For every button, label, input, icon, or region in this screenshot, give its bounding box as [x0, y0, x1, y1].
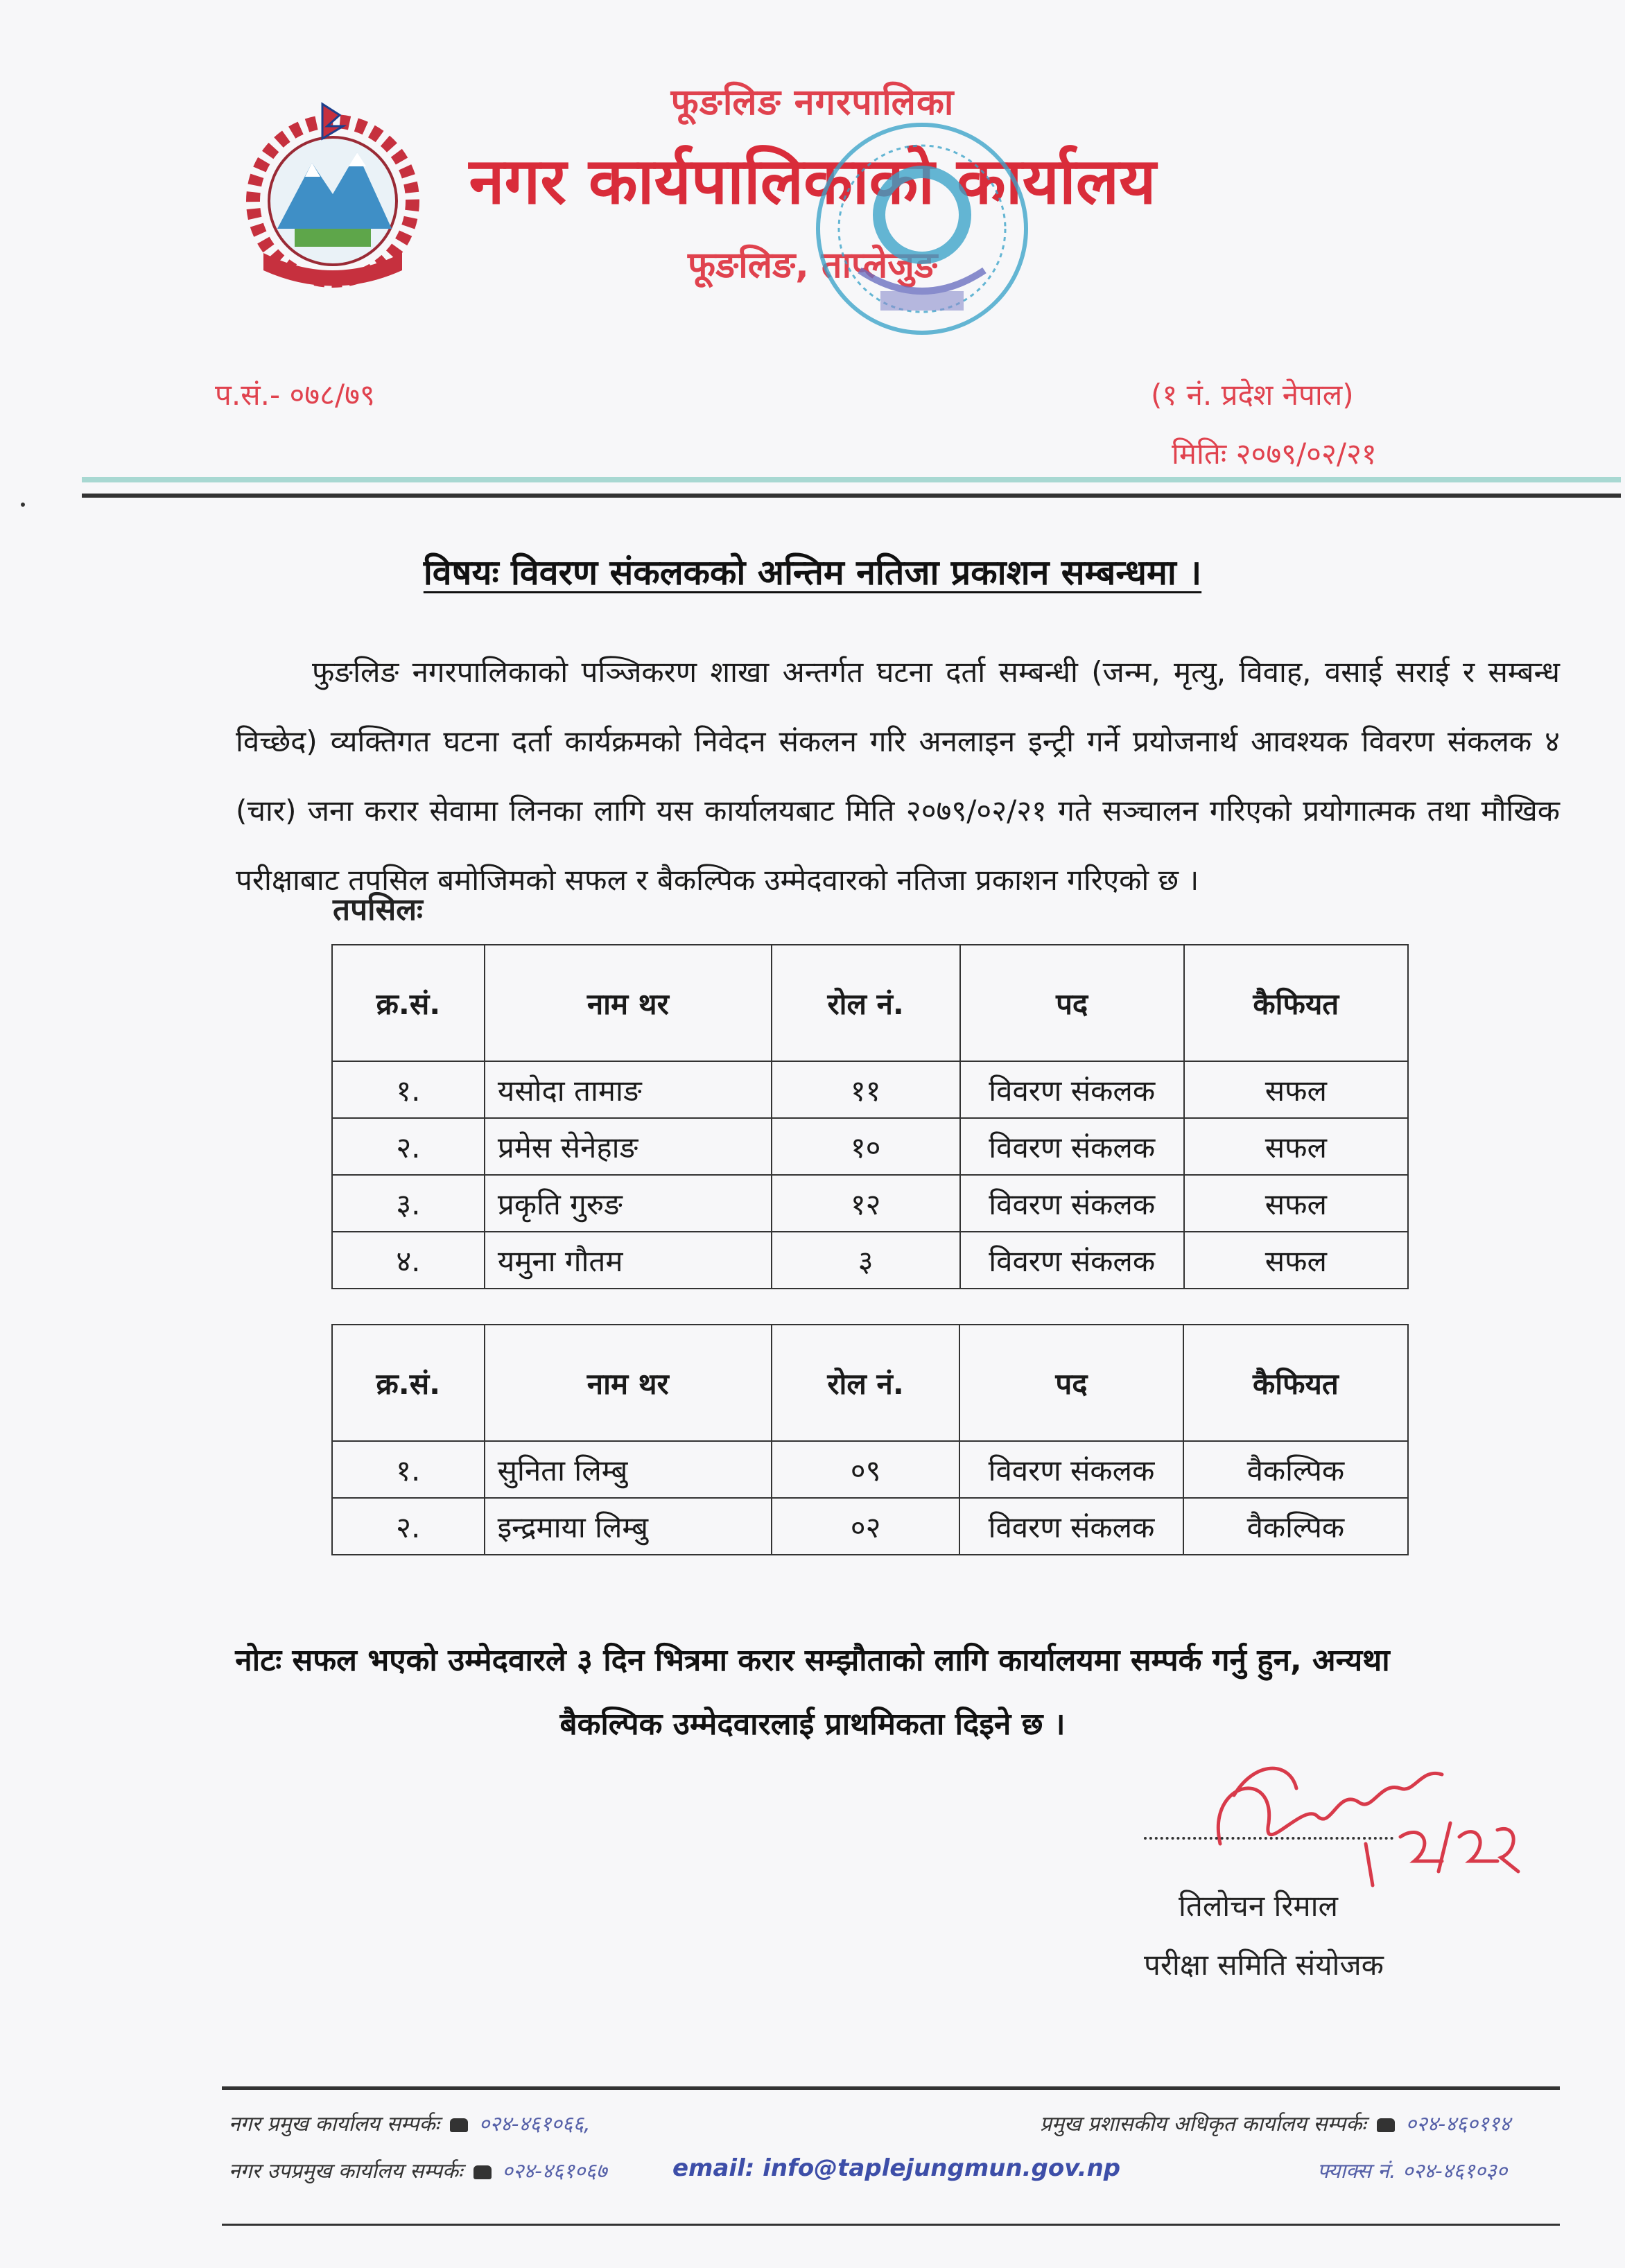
note-line-1: नोटः सफल भएको उम्मेदवारले ३ दिन भित्रमा करार सम्झौताको लागि कार्यालयमा सम्पर्क गर्नु हुन, अन्यथा — [235, 1643, 1390, 1678]
cell-name: सुनिता लिम्बु — [485, 1441, 772, 1498]
header-remarks: कैफियत — [1183, 1325, 1408, 1441]
cell-post: विवरण संकलक — [960, 1175, 1184, 1232]
table-row — [332, 1175, 1408, 1232]
scan-speck — [21, 503, 25, 507]
deputy-phone: ०२४-४६१०६७ — [502, 2159, 607, 2183]
cao-label: प्रमुख प्रशासकीय अधिकृत कार्यालय सम्पर्कः — [1040, 2112, 1366, 2136]
header-divider-black — [82, 494, 1621, 498]
cao-phone: ०२४-४६०११४ — [1405, 2112, 1511, 2136]
cell-sn: २. — [332, 1118, 485, 1175]
cell-sn: १. — [332, 1061, 485, 1118]
telephone-icon — [450, 2118, 468, 2132]
cell-sn: ४. — [332, 1232, 485, 1289]
letter-subject — [0, 548, 1625, 595]
cell-remarks: सफल — [1184, 1232, 1408, 1289]
signature-line — [1144, 1837, 1393, 1840]
reference-number: प.सं.- ०७८/७९ — [215, 378, 375, 412]
successful-candidates-table — [331, 944, 1409, 1289]
cell-name: प्रमेस सेनेहाङ — [485, 1118, 772, 1175]
cell-roll: ११ — [772, 1061, 960, 1118]
footer-mayor-contact — [229, 2109, 591, 2137]
fax-number: फ्याक्स नं. ०२४-४६१०३० — [1317, 2159, 1508, 2183]
letter-date: मितिः २०७९/०२/२१ — [1172, 437, 1377, 471]
mayor-label: नगर प्रमुख कार्यालय सम्पर्कः — [229, 2112, 440, 2136]
header-sn: क्र.सं. — [332, 945, 485, 1061]
header-remarks: कैफियत — [1184, 945, 1408, 1061]
signatory-name: तिलोचन रिमाल — [1179, 1889, 1339, 1923]
footer-divider-top — [222, 2086, 1560, 2090]
cell-name: यसोदा तामाङ — [485, 1061, 772, 1118]
table-header-row — [332, 1325, 1408, 1441]
cell-roll: ०९ — [772, 1441, 959, 1498]
deputy-label: नगर उपप्रमुख कार्यालय सम्पर्कः — [229, 2159, 463, 2183]
header-roll: रोल नं. — [772, 945, 960, 1061]
cell-remarks: सफल — [1184, 1175, 1408, 1232]
header-sn: क्र.सं. — [332, 1325, 485, 1441]
table-row — [332, 1498, 1408, 1555]
cell-post: विवरण संकलक — [959, 1498, 1183, 1555]
cell-sn: १. — [332, 1441, 485, 1498]
telephone-icon — [473, 2165, 492, 2179]
cell-remarks: वैकल्पिक — [1183, 1498, 1408, 1555]
footer-email[interactable]: email: info@taplejungmun.gov.np — [672, 2154, 1121, 2182]
cell-name: प्रकृति गुरुङ — [485, 1175, 772, 1232]
cell-remarks: सफल — [1184, 1118, 1408, 1175]
table-row — [332, 1061, 1408, 1118]
header-name: नाम थर — [485, 945, 772, 1061]
mayor-phone: ०२४-४६१०६६, — [478, 2112, 591, 2136]
cell-post: विवरण संकलक — [960, 1061, 1184, 1118]
cell-remarks: वैकल्पिक — [1183, 1441, 1408, 1498]
letter-body: फुङलिङ नगरपालिकाको पञ्जिकरण शाखा अन्तर्गत घटना दर्ता सम्बन्धी (जन्म, मृत्यु, विवाह, वसाई सराई र सम्बन्ध विच्छेद) व्यक्तिगत घटना दर्ता कार्यक्रमको निवेदन संकलन गरि अनलाइन इन्ट्री गर्ने प्रयोजनार्थ आवश्यक विवरण संकलक ४ (चार) जना करार सेवामा लिनका लागि यस कार्यालयबाट मिति २०७९/०२/२१ गते सञ्चालन गरिएको प्रयोगात्मक तथा मौखिक परीक्षाबाट तपसिल बमोजिमको सफल र बैकल्पिक उम्मेदवारको नतिजा प्रकाशन गरिएको छ । — [236, 655, 1560, 897]
cell-name: यमुना गौतम — [485, 1232, 772, 1289]
cell-roll: ०२ — [772, 1498, 959, 1555]
office-seal-stamp-icon — [797, 104, 1047, 367]
table-row — [332, 1232, 1408, 1289]
office-title: नगर कार्यपालिकाको कार्यालय — [469, 144, 1156, 218]
header-roll: रोल नं. — [772, 1325, 959, 1441]
table-row — [332, 1441, 1408, 1498]
footer-cao-contact — [1040, 2109, 1511, 2137]
footer-divider-bottom — [222, 2224, 1560, 2226]
cell-remarks: सफल — [1184, 1061, 1408, 1118]
footer-fax — [1317, 2156, 1507, 2184]
table-header-row — [332, 945, 1408, 1061]
subject-text: विषयः विवरण संकलकको अन्तिम नतिजा प्रकाशन सम्बन्धमा । — [423, 552, 1202, 593]
header-post: पद — [959, 1325, 1183, 1441]
signatory-title: परीक्षा समिति संयोजक — [1144, 1948, 1384, 1982]
footer-deputy-contact — [229, 2156, 607, 2184]
details-label: तपसिलः — [333, 892, 423, 927]
telephone-icon — [1377, 2118, 1395, 2132]
office-location: फूङलिङ, ताप्लेजुङ — [688, 245, 937, 286]
cell-roll: ३ — [772, 1232, 960, 1289]
cell-sn: २. — [332, 1498, 485, 1555]
header-name: नाम थर — [485, 1325, 772, 1441]
cell-post: विवरण संकलक — [960, 1232, 1184, 1289]
cell-post: विवरण संकलक — [960, 1118, 1184, 1175]
header-post: पद — [960, 945, 1184, 1061]
cell-roll: १० — [772, 1118, 960, 1175]
province-label: (१ नं. प्रदेश नेपाल) — [1151, 378, 1354, 412]
note-block — [0, 1629, 1625, 1756]
cell-post: विवरण संकलक — [959, 1441, 1183, 1498]
cell-sn: ३. — [332, 1175, 485, 1232]
cell-roll: १२ — [772, 1175, 960, 1232]
municipality-name: फूङलिङ नगरपालिका — [670, 82, 955, 123]
header-divider-teal — [82, 477, 1621, 482]
note-line-2: बैकल्पिक उम्मेदवारलाई प्राथमिकता दिइने छ । — [559, 1707, 1066, 1742]
cell-name: इन्द्रमाया लिम्बु — [485, 1498, 772, 1555]
alternate-candidates-table — [331, 1324, 1409, 1555]
table-row — [332, 1118, 1408, 1175]
